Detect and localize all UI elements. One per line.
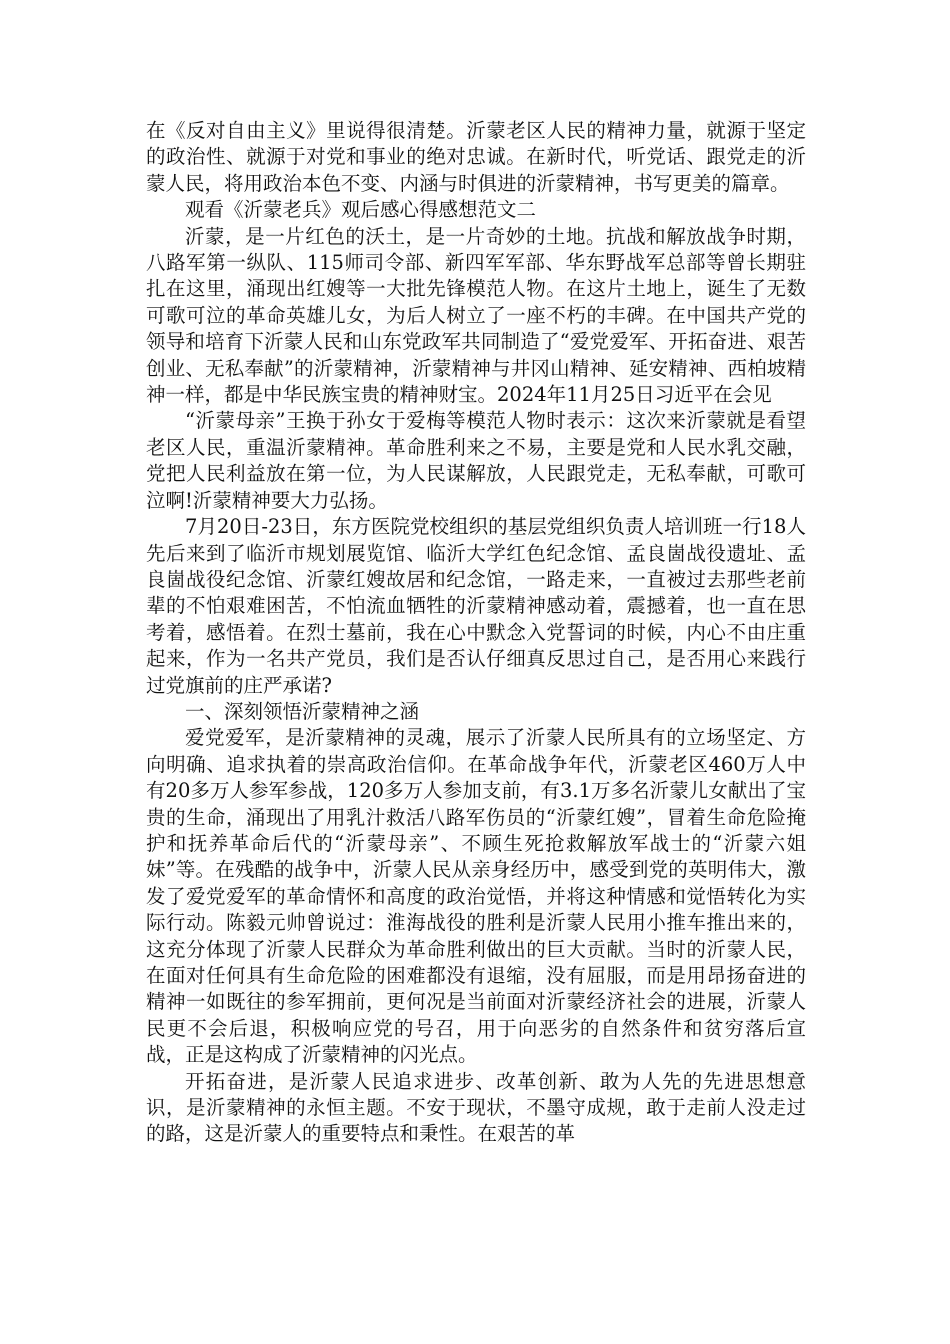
- section-heading-1: 一、深刻领悟沂蒙精神之涵: [185, 699, 420, 723]
- paragraph-heading-essay-two: 观看《沂蒙老兵》观后感心得感想范文二: [185, 198, 537, 222]
- paragraph-1: 在《反对自由主义》里说得很清楚。沂蒙老区人民的精神力量，就源于坚定的政治性、就源于对党和事业的绝对忠诚。在新时代，听党话、跟党走的沂蒙人民，将用政治本色不变、内涵与时俱进的沂蒙精神，书写更美的篇章。: [146, 119, 806, 195]
- paragraph-5: 7月20日-23日，东方医院党校组织的基层党组织负责人培训班一行18人先后来到了临沂市规划展览馆、临沂大学红色纪念馆、孟良崮战役遗址、孟良崮战役纪念馆、沂蒙红嫂故居和纪念馆，一路走来，一直被过去那些老前辈的不怕艰难困苦，不怕流血牺牲的沂蒙精神感动着，震撼着，也一直在思考着，感悟着。在烈士墓前，我在心中默念入党誓词的时候，内心不由庄重起来，作为一名共产党员，我们是否认仔细真反思过自己，是否用心来践行过党旗前的庄严承诺?: [146, 515, 806, 697]
- document-body: [146, 118, 806, 1148]
- paragraph-8: 开拓奋进，是沂蒙人民追求进步、改革创新、敢为人先的先进思想意识，是沂蒙精神的永恒主题。不安于现状，不墨守成规，敢于走前人没走过的路，这是沂蒙人的重要特点和秉性。在艰苦的革: [146, 1069, 806, 1146]
- paragraph-4: “沂蒙母亲”王换于孙女于爱梅等模范人物时表示：这次来沂蒙就是看望老区人民，重温沂蒙精神。革命胜利来之不易，主要是党和人民水乳交融，党把人民利益放在第一位，为人民谋解放，人民跟党走，无私奉献，可歌可泣啊!沂蒙精神要大力弘扬。: [146, 409, 806, 512]
- paragraph-7: 爱党爱军，是沂蒙精神的灵魂，展示了沂蒙人民所具有的立场坚定、方向明确、追求执着的崇高政治信仰。在革命战争年代，沂蒙老区460万人中有20多万人参军参战，120多万人参加支前，有3.1万多名沂蒙儿女献出了宝贵的生命，涌现出了用乳汁救活八路军伤员的“沂蒙红嫂”，冒着生命危险掩护和抚养革命后代的“沂蒙母亲”、不顾生死抢救解放军战士的“沂蒙六姐妹”等。在残酷的战争中，沂蒙人民从亲身经历中，感受到党的英明伟大，激发了爱党爱军的革命情怀和高度的政治觉悟，并将这种情感和觉悟转化为实际行动。陈毅元帅曾说过：淮海战役的胜利是沂蒙人民用小推车推出来的，这充分体现了沂蒙人民群众为革命胜利做出的巨大贡献。当时的沂蒙人民，在面对任何具有生命危险的困难都没有退缩，没有屈服，而是用昂扬奋进的精神一如既往的参军拥前，更何况是当前面对沂蒙经济社会的进展，沂蒙人民更不会后退，积极响应党的号召，用于向恶劣的自然条件和贫穷落后宣战，正是这构成了沂蒙精神的闪光点。: [146, 726, 806, 1067]
- paragraph-3: 沂蒙，是一片红色的沃土，是一片奇妙的土地。抗战和解放战争时期，八路军第一纵队、115师司令部、新四军军部、华东野战军总部等曾长期驻扎在这里，涌现出红嫂等一大批先锋模范人物。在这片土地上，诞生了无数可歌可泣的革命英雄儿女，为后人树立了一座不朽的丰碑。在中国共产党的领导和培育下沂蒙人民和山东党政军共同制造了“爱党爱军、开拓奋进、艰苦创业、无私奉献”的沂蒙精神，沂蒙精神与井冈山精神、延安精神、西柏坡精神一样，都是中华民族宝贵的精神财宝。2024年11月25日习近平在会见: [146, 224, 806, 407]
